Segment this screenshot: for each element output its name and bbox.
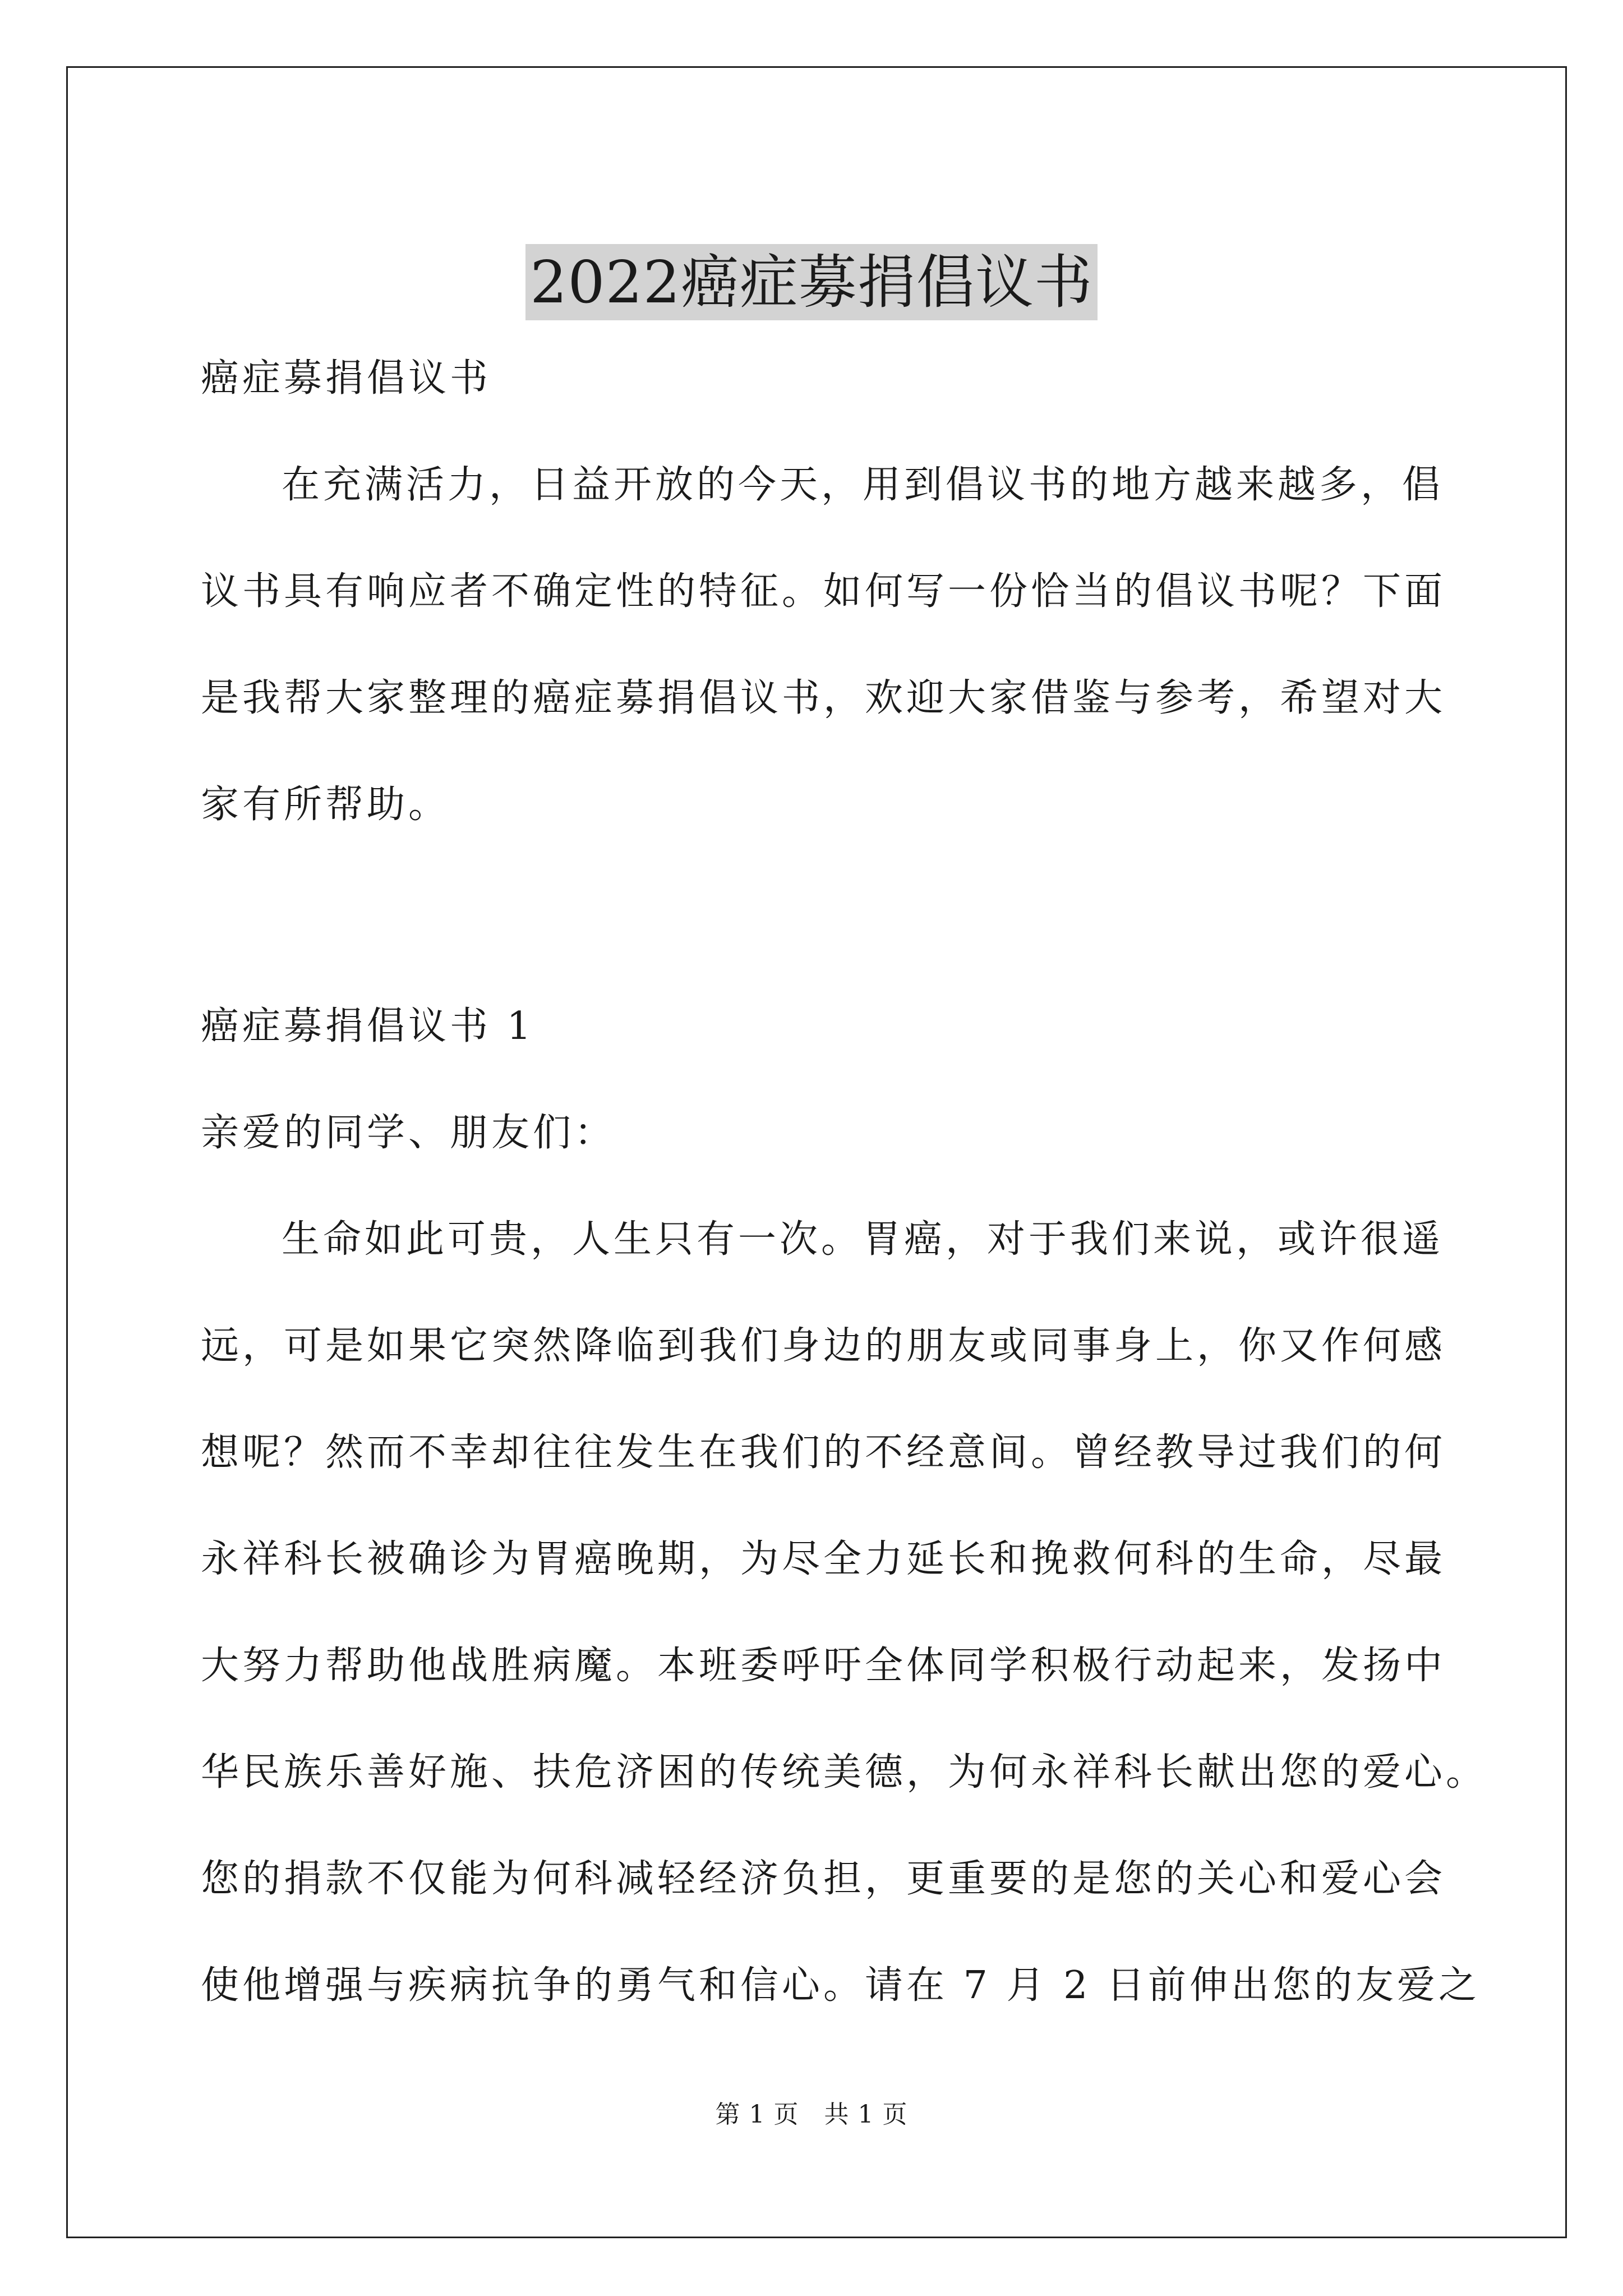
body-line-7: 您的捐款不仅能为何科减轻经济负担，更重要的是您的关心和爱心会	[201, 1857, 1446, 1901]
body-line-1: 生命如此可贵，人生只有一次。胃癌，对于我们来说，或许很遥	[282, 1217, 1444, 1262]
intro-line-3: 是我帮大家整理的癌症募捐倡议书，欢迎大家借鉴与参考，希望对大	[201, 676, 1446, 720]
section-heading: 癌症募捐倡议书 1	[201, 1004, 534, 1048]
body-line-2: 远，可是如果它突然降临到我们身边的朋友或同事身上，你又作何感	[201, 1324, 1446, 1368]
document-title: 2022癌症募捐倡议书	[525, 244, 1098, 320]
intro-line-2: 议书具有响应者不确定性的特征。如何写一份恰当的倡议书呢？下面	[201, 569, 1446, 614]
intro-line-1: 在充满活力，日益开放的今天，用到倡议书的地方越来越多，倡	[282, 463, 1444, 507]
intro-line-4: 家有所帮助。	[201, 783, 450, 827]
document-subtitle: 癌症募捐倡议书	[201, 356, 492, 401]
salutation: 亲爱的同学、朋友们：	[201, 1111, 616, 1155]
body-line-3: 想呢？然而不幸却往往发生在我们的不经意间。曾经教导过我们的何	[201, 1430, 1446, 1475]
body-line-8: 使他增强与疾病抗争的勇气和信心。请在 7 月 2 日前伸出您的友爱之	[201, 1963, 1480, 2008]
title-container	[0, 205, 1623, 359]
body-line-6: 华民族乐善好施、扶危济困的传统美德，为何永祥科长献出您的爱心。	[201, 1750, 1488, 1795]
body-line-4: 永祥科长被确诊为胃癌晚期，为尽全力延长和挽救何科的生命，尽最	[201, 1537, 1446, 1581]
page-footer: 第 1 页 共 1 页	[715, 2100, 908, 2129]
body-line-5: 大努力帮助他战胜病魔。本班委呼吁全体同学积极行动起来，发扬中	[201, 1644, 1446, 1688]
